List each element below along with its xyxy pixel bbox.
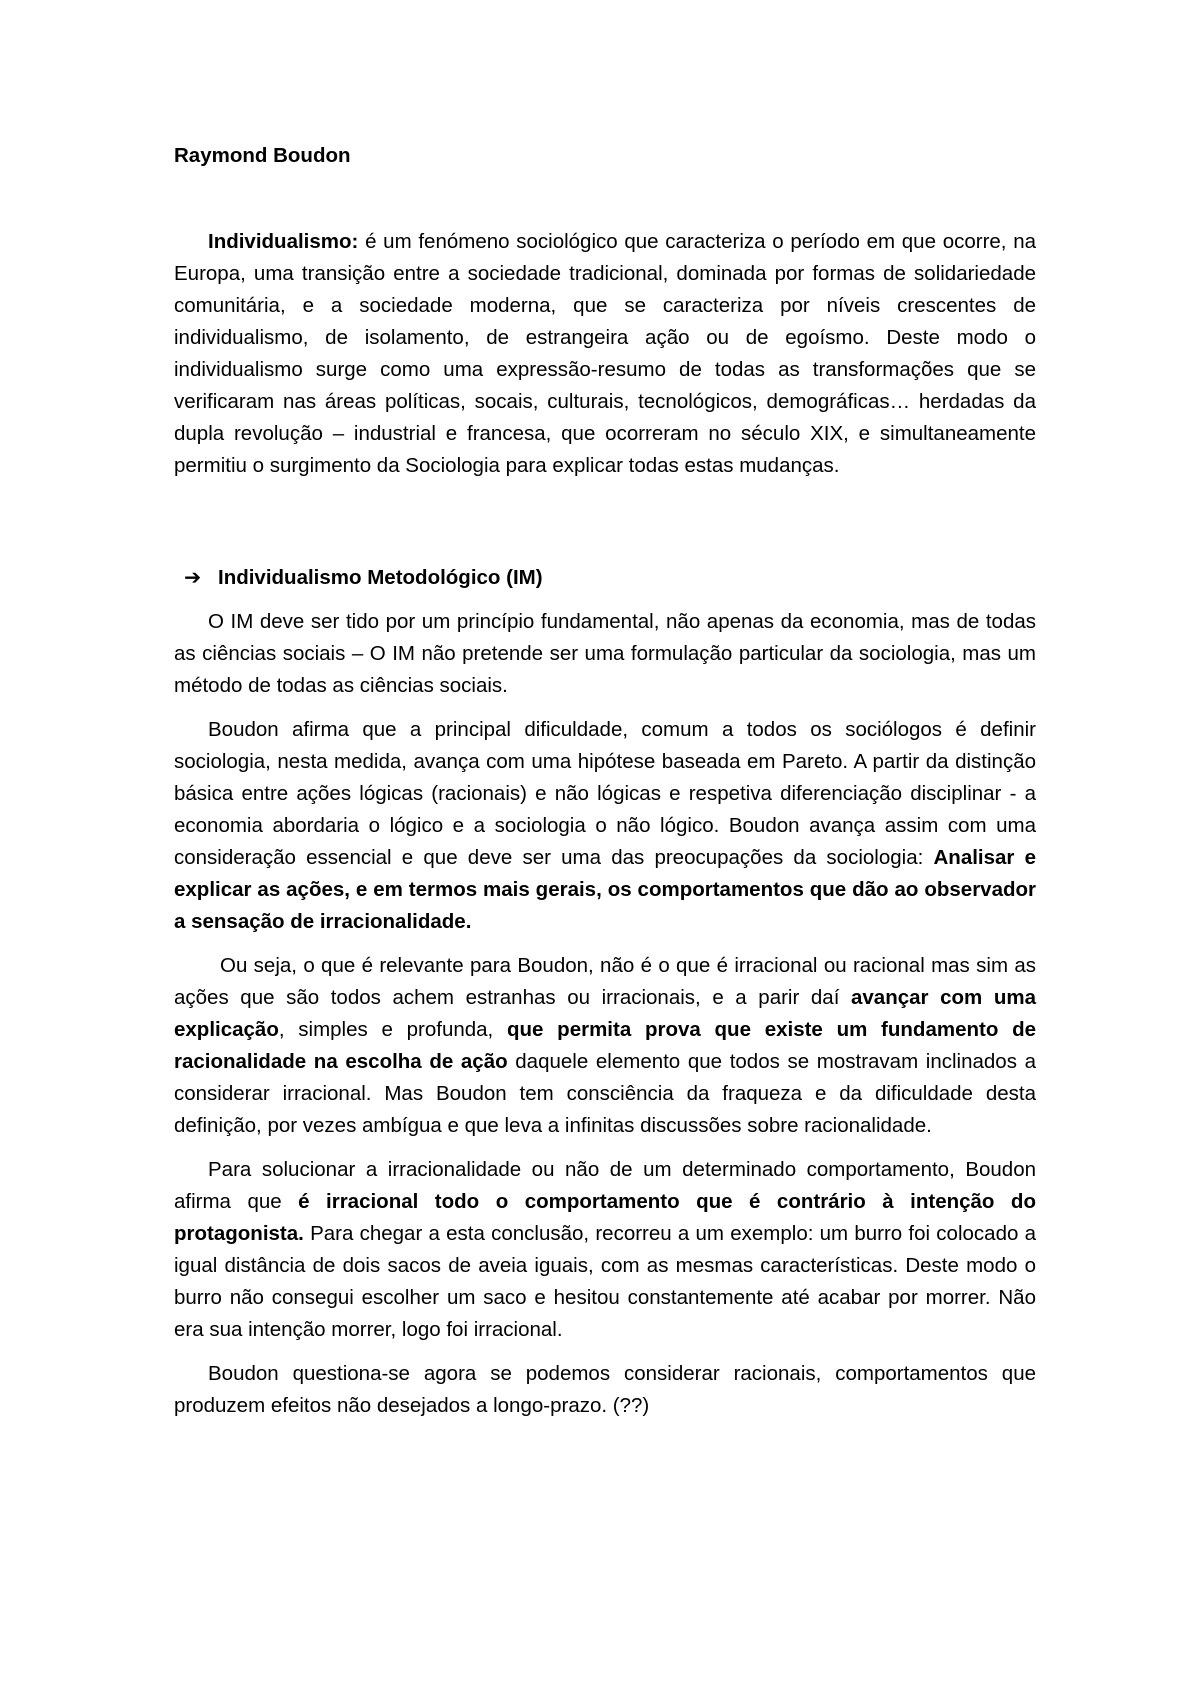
paragraph-individualismo xyxy=(174,226,1036,482)
document-title: Raymond Boudon xyxy=(174,144,351,167)
paragraph-relevance xyxy=(174,950,1036,1142)
bold-emphasis: avançar com uma explicação xyxy=(174,986,1036,1041)
bold-emphasis: que permita prova que existe um fundamento de racionalidade na escolha de ação xyxy=(174,1018,1036,1073)
paragraph-text: daquele elemento que todos se mostravam inclinados a considerar irracional. Mas Boudon tem consciência da fraqueza e da dificuldade desta definição, por vezes ambígua e que leva a infinitas discussões sobre racionalidade. xyxy=(174,1050,1037,1137)
paragraph-text: , simples e profunda, xyxy=(278,1018,507,1041)
arrow-right-icon: ➔ xyxy=(184,566,202,589)
paragraph-long-term-effects: Boudon questiona-se agora se podemos considerar racionais, comportamentos que produzem efeitos não desejados a longo-prazo. (??) xyxy=(174,1362,1036,1417)
paragraph-text: Para solucionar a irracionalidade ou não de um determinado comportamento, Boudon afirma que xyxy=(174,1158,1036,1213)
bold-emphasis: é irracional todo o comportamento que é contrário à intenção do protagonista. xyxy=(174,1190,1036,1245)
paragraph-text: Boudon afirma que a principal dificuldade, comum a todos os sociólogos é definir sociologia, nesta medida, avança com uma hipótese baseada em Pareto. A partir da distinção básica entre ações lógicas (racionais) e não lógicas e respetiva diferenciação disciplinar - a economia abordaria o lógico e a sociologia o não lógico. Boudon avança assim com uma consideração essencial e que deve ser uma das preocupações da sociologia: xyxy=(174,718,1036,869)
paragraph-boudon-difficulty xyxy=(174,714,1036,938)
bold-emphasis: Analisar e explicar as ações, e em termos mais gerais, os comportamentos que dão ao observador a sensação de irracionalidade. xyxy=(174,846,1036,933)
section-heading-text: Individualismo Metodológico (IM) xyxy=(218,566,543,589)
paragraph-im-principle: O IM deve ser tido por um princípio fundamental, não apenas da economia, mas de todas as ciências sociais – O IM não pretende ser uma formulação particular da sociologia, mas um método de todas as ciências sociais. xyxy=(174,610,1036,697)
document-page xyxy=(174,140,1036,1422)
section-heading-im xyxy=(174,562,1036,594)
paragraph-text: é um fenómeno sociológico que caracteriza o período em que ocorre, na Europa, uma transição entre a sociedade tradicional, dominada por formas de solidariedade comunitária, e a sociedade moderna, que se caracteriza por níveis crescentes de individualismo, de isolamento, de estrangeira ação ou de egoísmo. Deste modo o individualismo surge como uma expressão-resumo de todas as transformações que se verificaram nas áreas políticas, socais, culturais, tecnológicos, demográficas… herdadas da dupla revolução – industrial e francesa, que ocorreram no século XIX, e simultaneamente permitiu o surgimento da Sociologia para explicar todas estas mudanças. xyxy=(174,230,1036,477)
term-individualismo: Individualismo: xyxy=(208,230,359,253)
paragraph-text: Ou seja, o que é relevante para Boudon, não é o que é irracional ou racional mas sim as ações que são todos achem estranhas ou irracionais, e a parir daí xyxy=(174,954,1036,1009)
paragraph-irrationality-example xyxy=(174,1154,1036,1346)
paragraph-text: Para chegar a esta conclusão, recorreu a um exemplo: um burro foi colocado a igual distância de dois sacos de aveia iguais, com as mesmas características. Deste modo o burro não consegui escolher um saco e hesitou constantemente até acabar por morrer. Não era sua intenção morrer, logo foi irracional. xyxy=(174,1222,1036,1341)
